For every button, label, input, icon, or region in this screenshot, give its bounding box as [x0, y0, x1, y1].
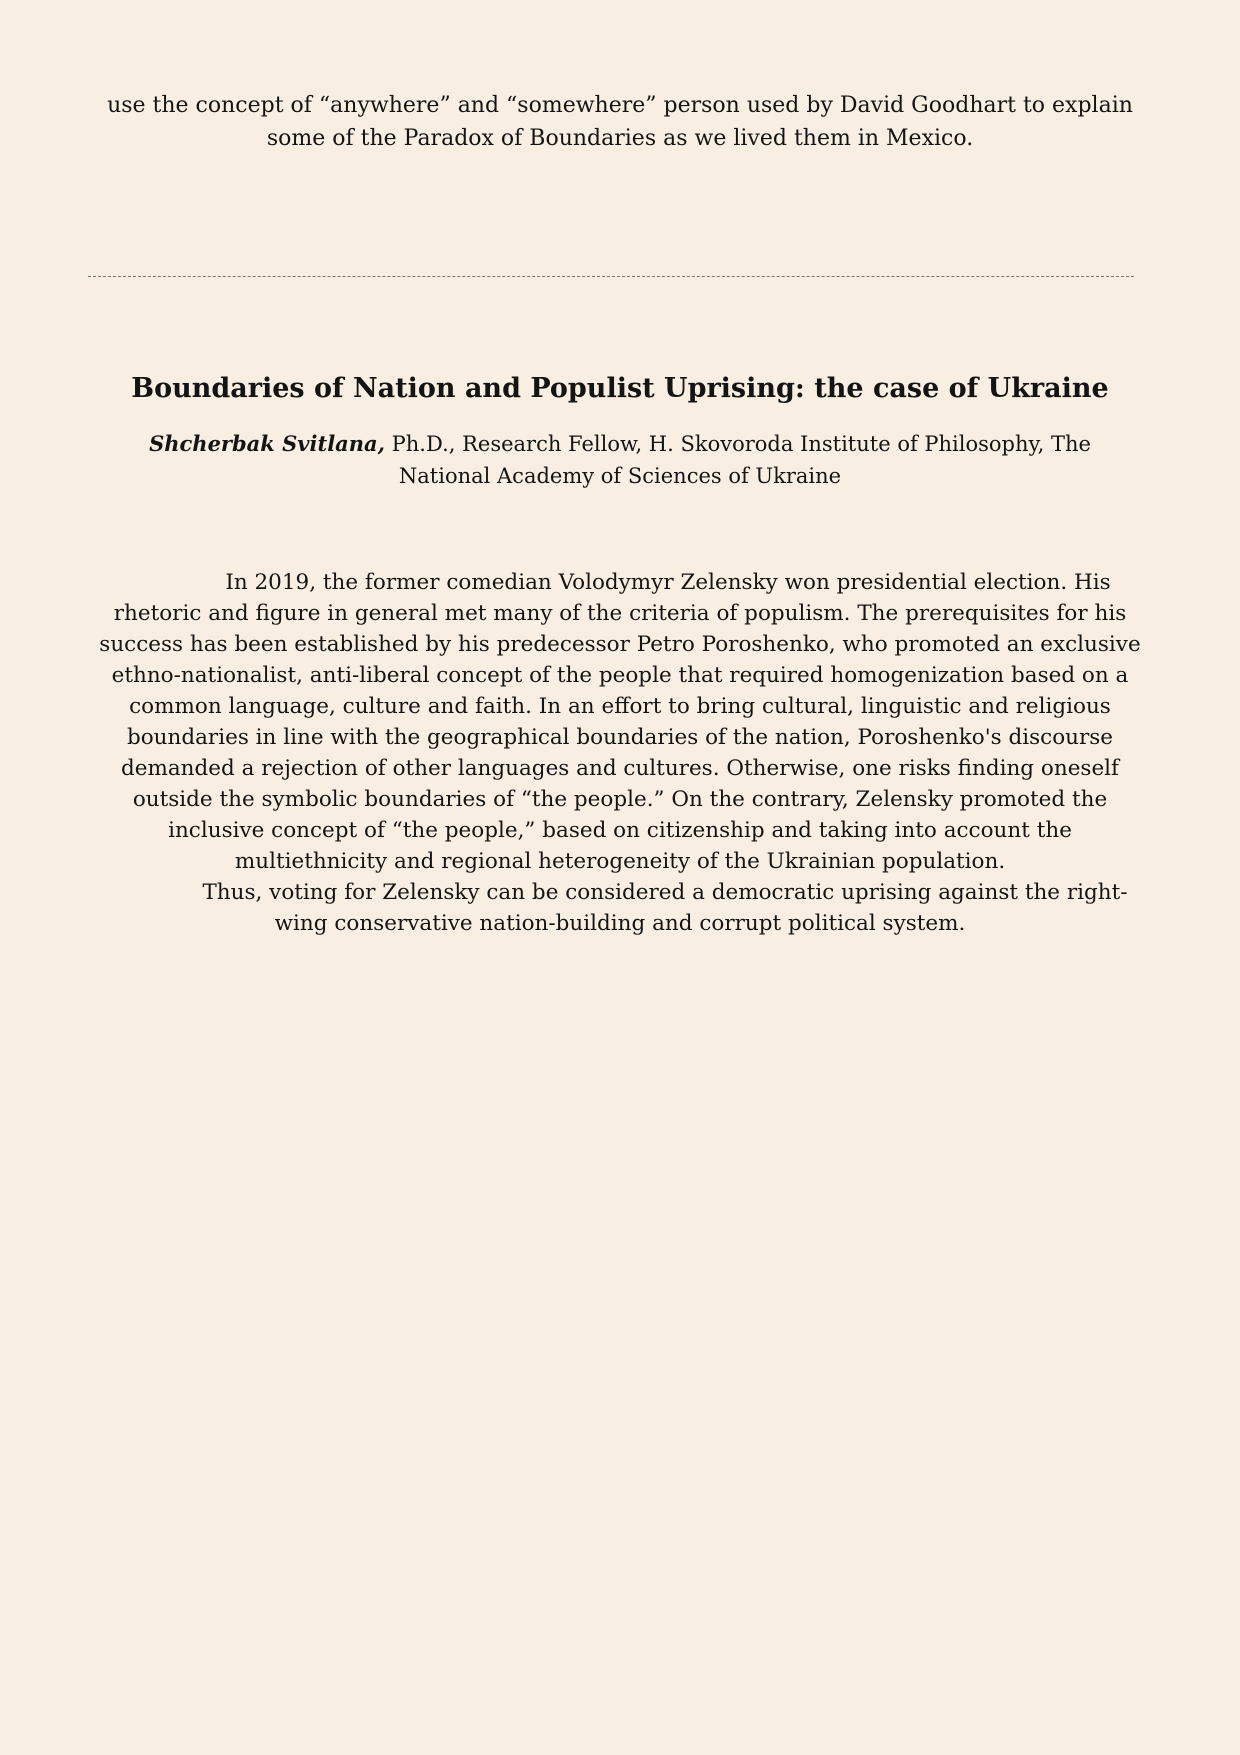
paragraph-line: wing conservative nation-building and corrupt political system. — [274, 911, 966, 936]
paragraph-1 — [92, 567, 1148, 877]
author-affiliation-part-1: Ph.D., Research Fellow, H. Skovoroda Institute of Philosophy, The — [384, 432, 1091, 456]
paragraph-2 — [92, 877, 1148, 939]
paragraph-line: outside the symbolic boundaries of “the people.” On the contrary, Zelensky promoted the — [132, 787, 1108, 812]
paragraph-line: rhetoric and figure in general met many of the criteria of populism. The prerequisites for his — [113, 601, 1127, 626]
article-title: Boundaries of Nation and Populist Uprising: the case of Ukraine — [131, 373, 1109, 404]
paragraph-line: ethno-nationalist, anti-liberal concept of the people that required homogenization based on a — [111, 663, 1129, 688]
author-line-1 — [120, 428, 1120, 460]
paragraph-line: common language, culture and faith. In an effort to bring cultural, linguistic and religious — [129, 694, 1111, 719]
article-body — [92, 567, 1148, 939]
paragraph-line: inclusive concept of “the people,” based on citizenship and taking into account the — [168, 818, 1072, 843]
author-affiliation-part-2: National Academy of Sciences of Ukraine — [398, 464, 842, 488]
author-block — [120, 428, 1120, 492]
intro-paragraph — [90, 89, 1150, 155]
paragraph-line: success has been established by his predecessor Petro Poroshenko, who promoted an exclusive — [99, 632, 1141, 657]
paragraph-line: In 2019, the former comedian Volodymyr Zelensky won presidential election. His — [225, 570, 1111, 595]
paragraph-line: boundaries in line with the geographical boundaries of the nation, Poroshenko's discourse — [126, 725, 1114, 750]
paragraph-line: demanded a rejection of other languages and cultures. Otherwise, one risks finding oneself — [120, 756, 1120, 781]
author-name: Shcherbak Svitlana, — [149, 431, 385, 456]
paragraph-line: Thus, voting for Zelensky can be considered a democratic uprising against the right- — [202, 880, 1128, 905]
paragraph-line: multiethnicity and regional heterogeneity of the Ukrainian population. — [234, 849, 1006, 874]
section-separator — [88, 276, 1134, 277]
intro-line: some of the Paradox of Boundaries as we lived them in Mexico. — [266, 126, 974, 151]
intro-line: use the concept of “anywhere” and “somewhere” person used by David Goodhart to explain — [107, 93, 1133, 118]
